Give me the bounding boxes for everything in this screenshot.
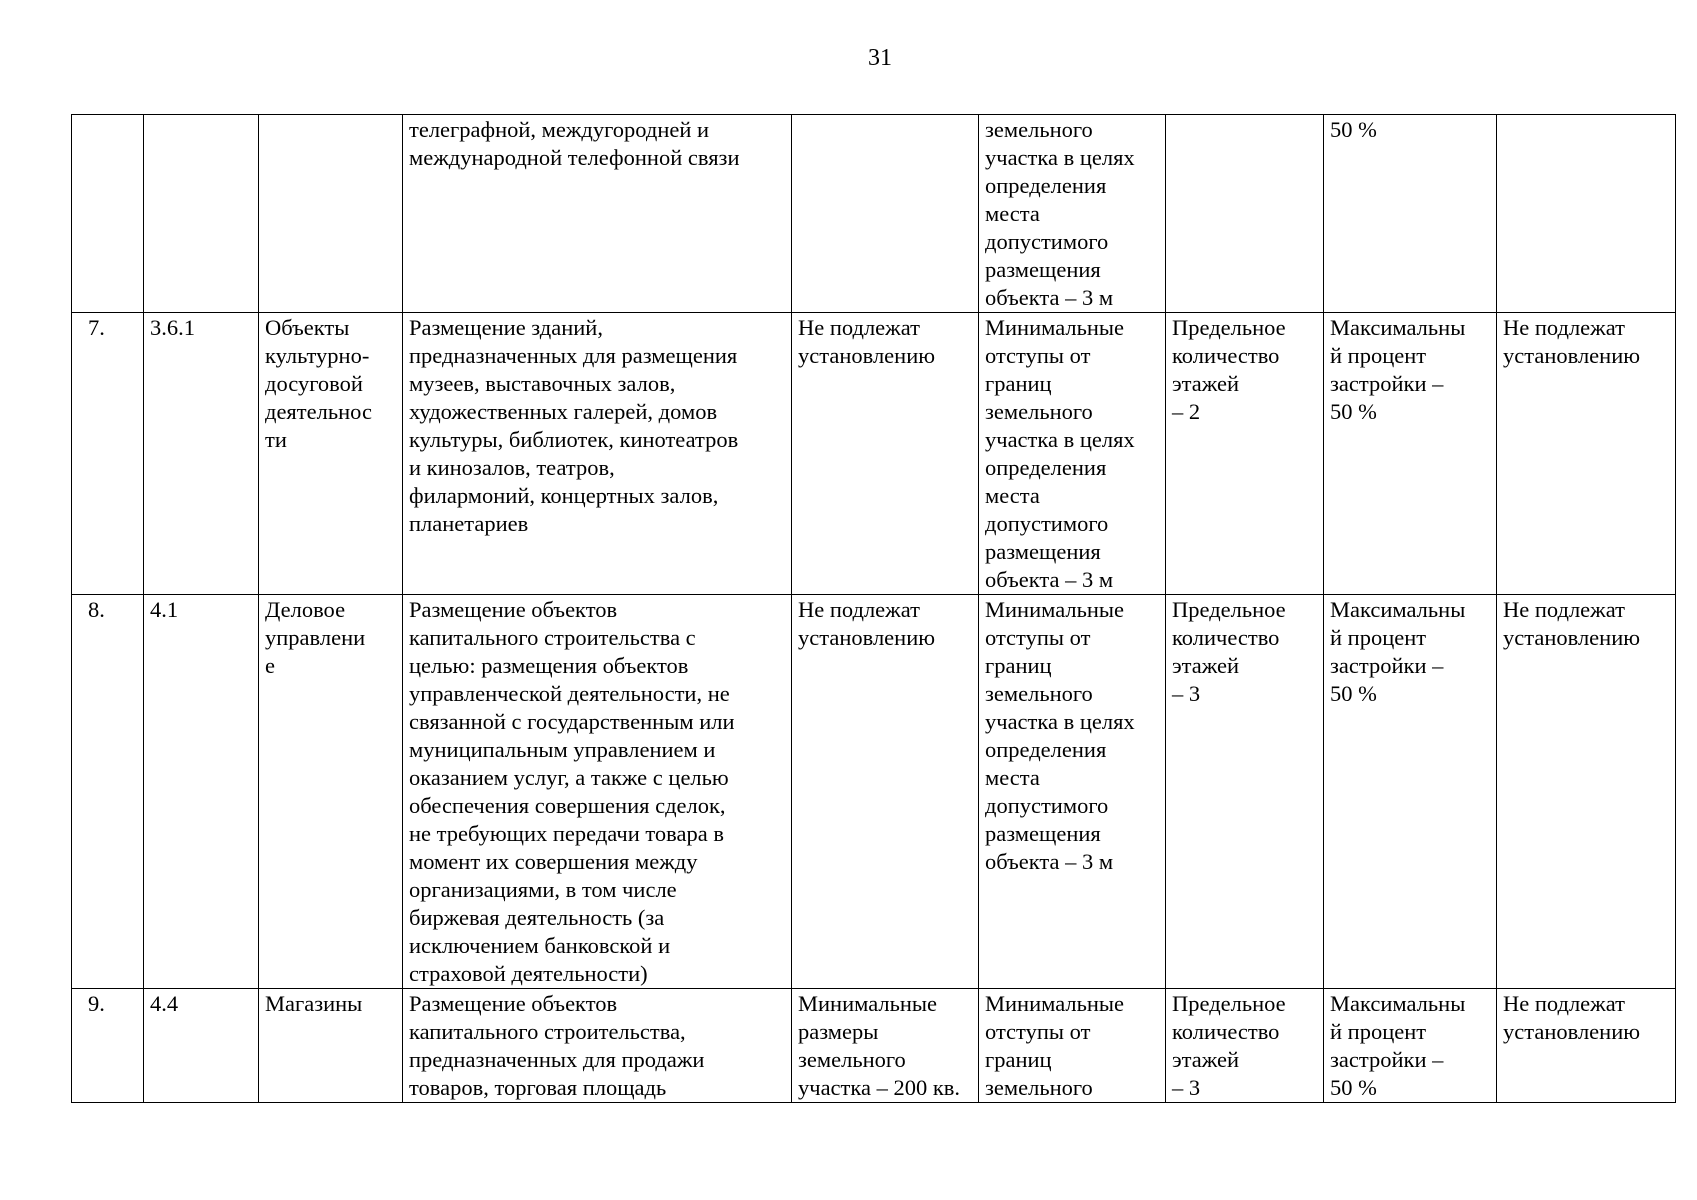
use-name: Деловое управлени е <box>259 595 403 989</box>
floors-limit <box>1166 115 1324 313</box>
row-number: 9. <box>72 989 144 1103</box>
use-description: телеграфной, междугородней и международной телефонной связи <box>403 115 792 313</box>
other-limits: Не подлежат установлению <box>1497 989 1676 1103</box>
use-code: 4.4 <box>144 989 259 1103</box>
setback: земельного участка в целях определения места допустимого размещения объекта – 3 м <box>979 115 1166 313</box>
building-coverage: Максимальны й процент застройки – 50 % <box>1324 989 1497 1103</box>
table-row <box>72 989 1676 1103</box>
use-name <box>259 115 403 313</box>
floors-limit: Предельное количество этажей – 3 <box>1166 595 1324 989</box>
plot-size: Не подлежат установлению <box>792 595 979 989</box>
use-code: 4.1 <box>144 595 259 989</box>
use-description: Размещение зданий, предназначенных для размещения музеев, выставочных залов, художественных галерей, домов культуры, библиотек, кинотеатров и кинозалов, театров, филармоний, концертных залов, планетариев <box>403 313 792 595</box>
row-number: 7. <box>72 313 144 595</box>
plot-size <box>792 115 979 313</box>
building-coverage: Максимальны й процент застройки – 50 % <box>1324 313 1497 595</box>
table-row <box>72 115 1676 313</box>
other-limits <box>1497 115 1676 313</box>
use-code <box>144 115 259 313</box>
plot-size: Минимальные размеры земельного участка – 200 кв. <box>792 989 979 1103</box>
use-name: Объекты культурно- досуговой деятельнос ти <box>259 313 403 595</box>
other-limits: Не подлежат установлению <box>1497 595 1676 989</box>
use-code: 3.6.1 <box>144 313 259 595</box>
table-row <box>72 595 1676 989</box>
setback: Минимальные отступы от границ земельного участка в целях определения места допустимого размещения объекта – 3 м <box>979 595 1166 989</box>
building-coverage: 50 % <box>1324 115 1497 313</box>
regulations-table <box>71 114 1676 1103</box>
floors-limit: Предельное количество этажей – 2 <box>1166 313 1324 595</box>
use-description: Размещение объектов капитального строительства, предназначенных для продажи товаров, торговая площадь <box>403 989 792 1103</box>
row-number: 8. <box>72 595 144 989</box>
floors-limit: Предельное количество этажей – 3 <box>1166 989 1324 1103</box>
row-number <box>72 115 144 313</box>
setback: Минимальные отступы от границ земельного участка в целях определения места допустимого размещения объекта – 3 м <box>979 313 1166 595</box>
use-description: Размещение объектов капитального строительства с целью: размещения объектов управленческой деятельности, не связанной с государственным или муниципальным управлением и оказанием услуг, а также с целью обеспечения совершения сделок, не требующих передачи товара в момент их совершения между организациями, в том числе биржевая деятельность (за исключением банковской и страховой деятельности) <box>403 595 792 989</box>
other-limits: Не подлежат установлению <box>1497 313 1676 595</box>
table-row <box>72 313 1676 595</box>
building-coverage: Максимальны й процент застройки – 50 % <box>1324 595 1497 989</box>
setback: Минимальные отступы от границ земельного <box>979 989 1166 1103</box>
use-name: Магазины <box>259 989 403 1103</box>
plot-size: Не подлежат установлению <box>792 313 979 595</box>
page-number: 31 <box>868 45 892 71</box>
